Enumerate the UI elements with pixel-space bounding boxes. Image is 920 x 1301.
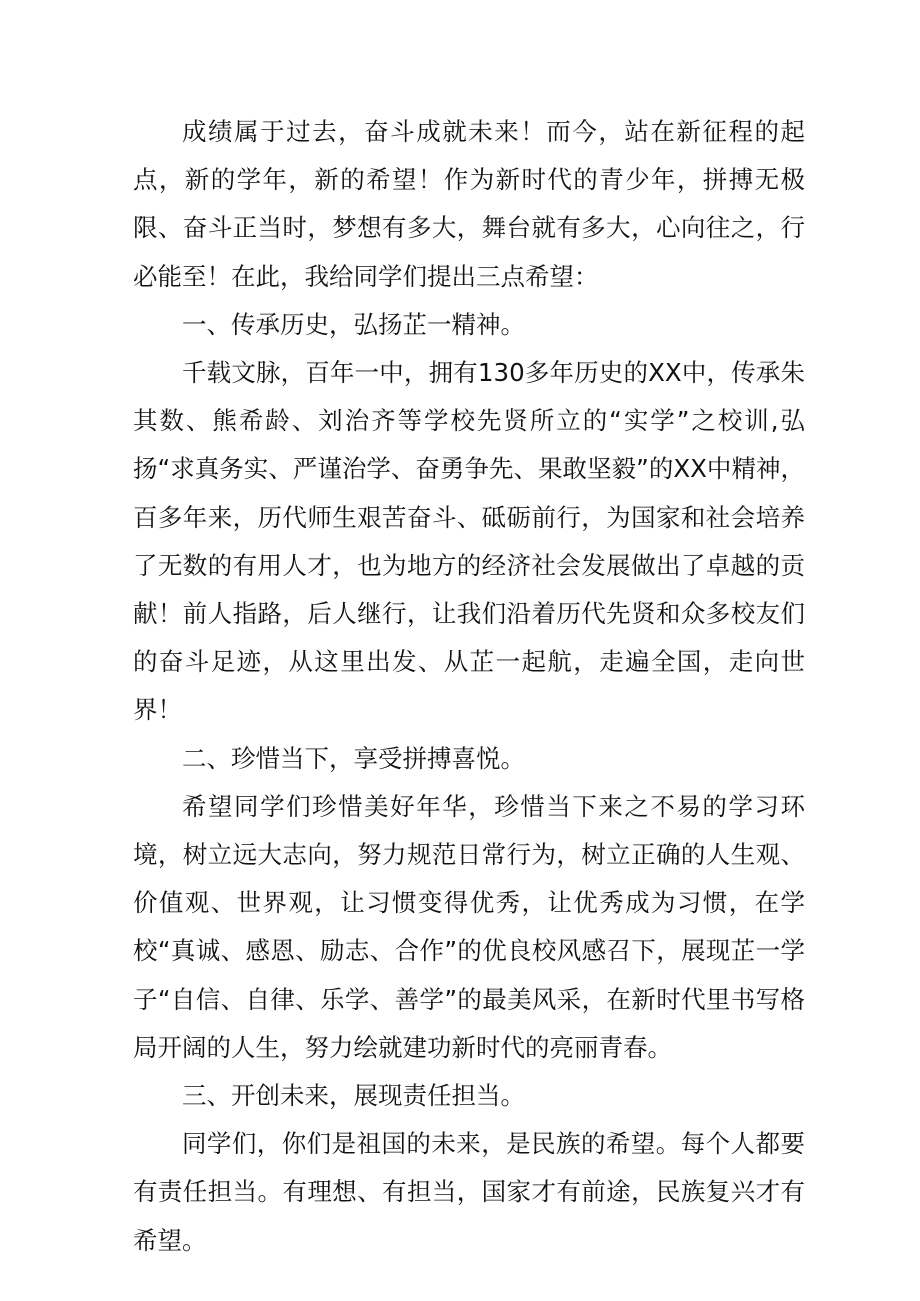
paragraph-intro: 成绩属于过去，奋斗成就未来！而今，站在新征程的起点，新的学年，新的希望！作为新时代的青少年，拼搏无极限、奋斗正当时，梦想有多大，舞台就有多大，心向往之，行必能至！在此，我给同学们提出三点希望：	[133, 117, 805, 291]
heading-point-three: 三、开创未来，展现责任担当。	[182, 1081, 525, 1111]
heading-point-two: 二、珍惜当下，享受拼搏喜悦。	[182, 743, 525, 773]
paragraph-point-three: 同学们，你们是祖国的未来，是民族的希望。每个人都要有责任担当。有理想、有担当，国家才有前途，民族复兴才有希望。	[133, 1129, 805, 1255]
heading-point-one: 一、传承历史，弘扬芷一精神。	[182, 309, 525, 339]
paragraph-point-one: 千载文脉，百年一中，拥有130多年历史的XX中，传承朱其数、熊希龄、刘治齐等学校先贤所立的“实学”之校训,弘扬“求真务实、严谨治学、奋勇争先、果敢坚毅”的XX中精神，百多年来，历代师生艰苦奋斗、砥砺前行，为国家和社会培养了无数的有用人才，也为地方的经济社会发展做出了卓越的贡献！前人指路，后人继行，让我们沿着历代先贤和众多校友们的奋斗足迹，从这里出发、从芷一起航，走遍全国，走向世界！	[133, 358, 805, 725]
paragraph-point-two: 希望同学们珍惜美好年华，珍惜当下来之不易的学习环境，树立远大志向，努力规范日常行为，树立正确的人生观、价值观、世界观，让习惯变得优秀，让优秀成为习惯，在学校“真诚、感恩、励志、合作”的优良校风感召下，展现芷一学子“自信、自律、乐学、善学”的最美风采，在新时代里书写格局开阔的人生，努力绘就建功新时代的亮丽青春。	[133, 791, 805, 1062]
document-body	[133, 108, 805, 1265]
